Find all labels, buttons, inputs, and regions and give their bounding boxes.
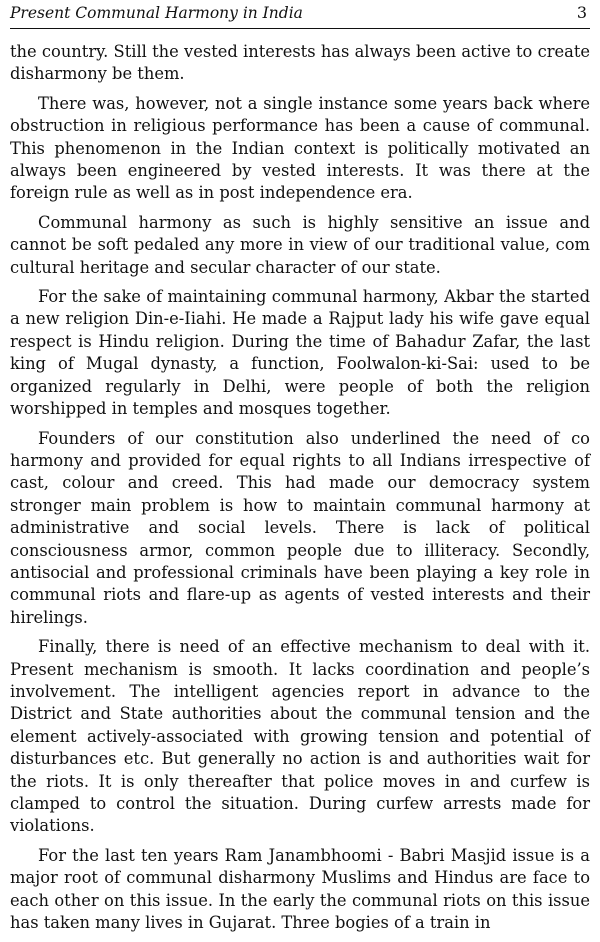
paragraph-2: There was, however, not a single instance some years back where obstruction in religious performance has been a cause of communal. This phenomenon in the Indian context is politically motivated an always been engineered by vested interests. It was there at the foreign rule as well as in post independence era. [10,93,590,203]
paragraph-6: Finally, there is need of an effective mechanism to deal with it. Present mechanism is smooth. It lacks coordination and people’s involvement. The intelligent agencies report in advance to the District and State authorities about the communal tension and the element actively-associated with growing tension and potential of disturbances etc. But generally no action is and authorities wait for the riots. It is only thereafter that police moves in and curfew is clamped to control the situation. During curfew arrests made for violations. [10,637,590,836]
paragraph-5: Founders of our constitution also underlined the need of co harmony and provided for equal rights to all Indians irrespective of cast, colour and creed. This had made our democracy system stronger main problem is how to maintain communal harmony at administrative and social levels. There is lack of political consciousness armor, common people due to illiteracy. Secondly, antisocial and professional criminals have been playing a key role in communal riots and flare-up as agents of vested interests and their hirelings. [10,428,590,627]
paragraph-1: the country. Still the vested interests has always been active to create disharmony be them. [10,42,590,84]
running-header [10,0,590,29]
paragraph-7: For the last ten years Ram Janambhoomi - Babri Masjid issue is a major root of communal disharmony Muslims and Hindus are face to each other on this issue. In the early the communal riots on this issue has taken many lives in Gujarat. Three bogies of a train in [10,845,590,933]
paragraph-3: Communal harmony as such is highly sensitive an issue and cannot be soft pedaled any more in view of our traditional value, com cultural heritage and secular character of our state. [10,212,590,277]
header-title: Present Communal Harmony in India [10,4,303,22]
body-text [10,41,590,934]
page-number: 3 [576,3,587,22]
paragraph-4: For the sake of maintaining communal harmony, Akbar the started a new religion Din-e-Iiahi. He made a Rajput lady his wife gave equal respect is Hindu religion. During the time of Bahadur Zafar, the last king of Mugal dynasty, a function, Foolwalon-ki-Sai: used to be organized regularly in Delhi, were people of both the religion worshipped in temples and mosques together. [10,287,590,419]
